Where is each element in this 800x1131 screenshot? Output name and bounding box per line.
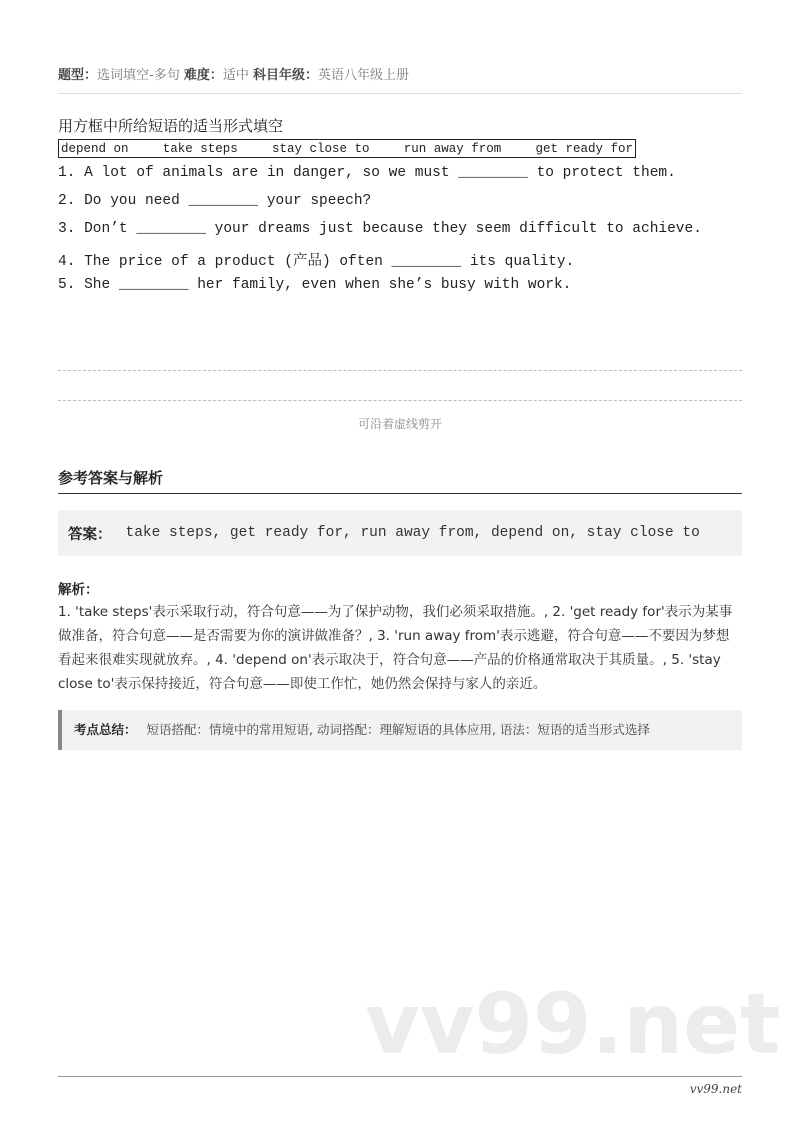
phrase-box (58, 139, 636, 158)
type-value: 选词填空-多句 (97, 68, 180, 83)
phrase: get ready for (535, 141, 633, 156)
difficulty-label: 难度： (183, 68, 223, 83)
cut-note: 可沿着虚线剪开 (357, 417, 442, 431)
footer-divider (58, 1076, 742, 1077)
instruction: 用方框中所给短语的适当形式填空 (58, 117, 284, 135)
type-label: 题型： (58, 68, 98, 83)
question: 3. Don’t ________ your dreams just because they seem difficult to achieve. (58, 221, 702, 237)
divider (58, 93, 742, 94)
answer-label: 答案： (68, 526, 112, 543)
question: 2. Do you need ________ your speech? (58, 193, 372, 209)
answer-value: take steps, get ready for, run away from, depend on, stay close to (125, 525, 700, 541)
summary-label: 考点总结： (74, 722, 137, 737)
difficulty-value: 适中 (222, 68, 249, 83)
answer-box (58, 510, 742, 556)
question: 4. The price of a product (产品) often ________ its quality. (58, 254, 575, 270)
question: 1. A lot of animals are in danger, so we must ________ to protect them. (58, 165, 676, 181)
summary-text: 短语搭配：情境中的常用短语, 动词搭配：理解短语的具体应用, 语法：短语的适当形式选择 (146, 722, 650, 737)
watermark: vv99.net (365, 975, 781, 1073)
analysis-label: 解析： (58, 582, 99, 598)
cut-line (58, 400, 742, 401)
phrase: depend on (61, 141, 129, 156)
phrase: run away from (403, 141, 502, 156)
analysis-section (58, 580, 742, 750)
summary-box (58, 710, 742, 750)
analysis-text: 1. 'take steps'表示采取行动，符合句意——为了保护动物，我们必须采取措施。, 2. 'get ready for'表示为某事做准备，符合句意——是否需要为你的演讲做准备？, 3. 'run away from'表示逃避，符合句意——不要因为梦想看起来很难实现就放弃。, 4. 'depend on'表示取决于，符合句意——产品的价格通常取决于其质量。, 5. 'stay close to'表示保持接近，符合句意——即使工作忙，她仍然会保持与家人的亲近。 (58, 604, 733, 692)
phrase: stay close to (271, 141, 370, 156)
question: 5. She ________ her family, even when she’s busy with work. (58, 277, 572, 293)
dashed-line (58, 370, 742, 371)
section-title: 参考答案与解析 (58, 469, 164, 487)
question-meta (58, 64, 409, 83)
grade-label: 科目年级： (253, 68, 319, 83)
footer-site: vv99.net (689, 1082, 742, 1096)
grade-value: 英语八年级上册 (318, 68, 410, 83)
phrase: take steps (162, 141, 238, 156)
divider (58, 493, 742, 494)
